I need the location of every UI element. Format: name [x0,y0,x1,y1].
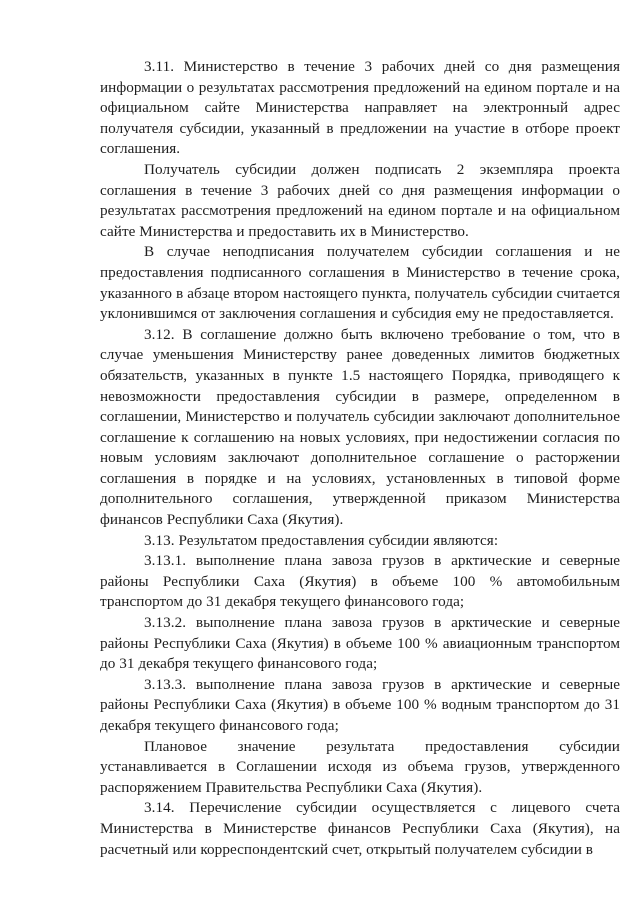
paragraph-3-13: 3.13. Результатом предоставления субсидии являются: [144,531,499,549]
paragraph-signing: Получатель субсидии должен подписать 2 экземпляра проекта соглашения в течение 3 рабочих дней со дня размещения информации о результатах рассмотрения предложений на едином портале и на официальном сайте Министерства и предоставить их в Министерство. [100,160,620,240]
paragraph-3-13-2: 3.13.2. выполнение плана завоза грузов в арктические и северные районы Республики Саха (Якутия) в объеме 100 % авиационным транспортом до 31 декабря текущего финансового года; [100,614,620,673]
paragraph-3-14: 3.14. Перечисление субсидии осуществляется с лицевого счета Министерства в Министерстве финансов Республики Саха (Якутия), на расчетный или корреспондентский счет, открытый получателем субсидии в [100,799,620,858]
paragraph-planned-value: Плановое значение результата предоставления субсидии устанавливается в Соглашении исходя из объема грузов, утвержденного распоряжением Правительства Республики Саха (Якутия). [100,737,620,796]
paragraph-3-12: 3.12. В соглашение должно быть включено требование о том, что в случае уменьшения Министерству ранее доведенных лимитов бюджетных обязательств, указанных в пункте 1.5 настоящего Порядка, приводящего к невозможности предоставления субсидии в размере, определенном в соглашении, Министерство и получатель субсидии заключают дополнительное соглашение к соглашению на новых условиях, при недостижении согласия по новым условиям заключают дополнительное соглашение о расторжении соглашения в порядке и на условиях, установленных в типовой форме дополнительного соглашения, утвержденной приказом Министерства финансов Республики Саха (Якутия). [100,325,620,529]
document-page [100,57,620,860]
paragraph-3-13-3: 3.13.3. выполнение плана завоза грузов в арктические и северные районы Республики Саха (Якутия) в объеме 100 % водным транспортом до 31 декабря текущего финансового года; [100,675,620,734]
paragraph-3-13-1: 3.13.1. выполнение плана завоза грузов в арктические и северные районы Республики Саха (Якутия) в объеме 100 % автомобильным транспортом до 31 декабря текущего финансового года; [100,552,620,611]
paragraph-3-11: 3.11. Министерство в течение 3 рабочих дней со дня размещения информации о результатах рассмотрения предложений на едином портале и на официальном сайте Министерства направляет на электронный адрес получателя субсидии, указанный в предложении на участие в отборе проект соглашения. [100,58,620,158]
paragraph-non-signing: В случае неподписания получателем субсидии соглашения и не предоставления подписанного соглашения в Министерство в течение срока, указанного в абзаце втором настоящего пункта, получатель субсидии считается уклонившимся от заключения соглашения и субсидия ему не предоставляется. [100,243,620,323]
